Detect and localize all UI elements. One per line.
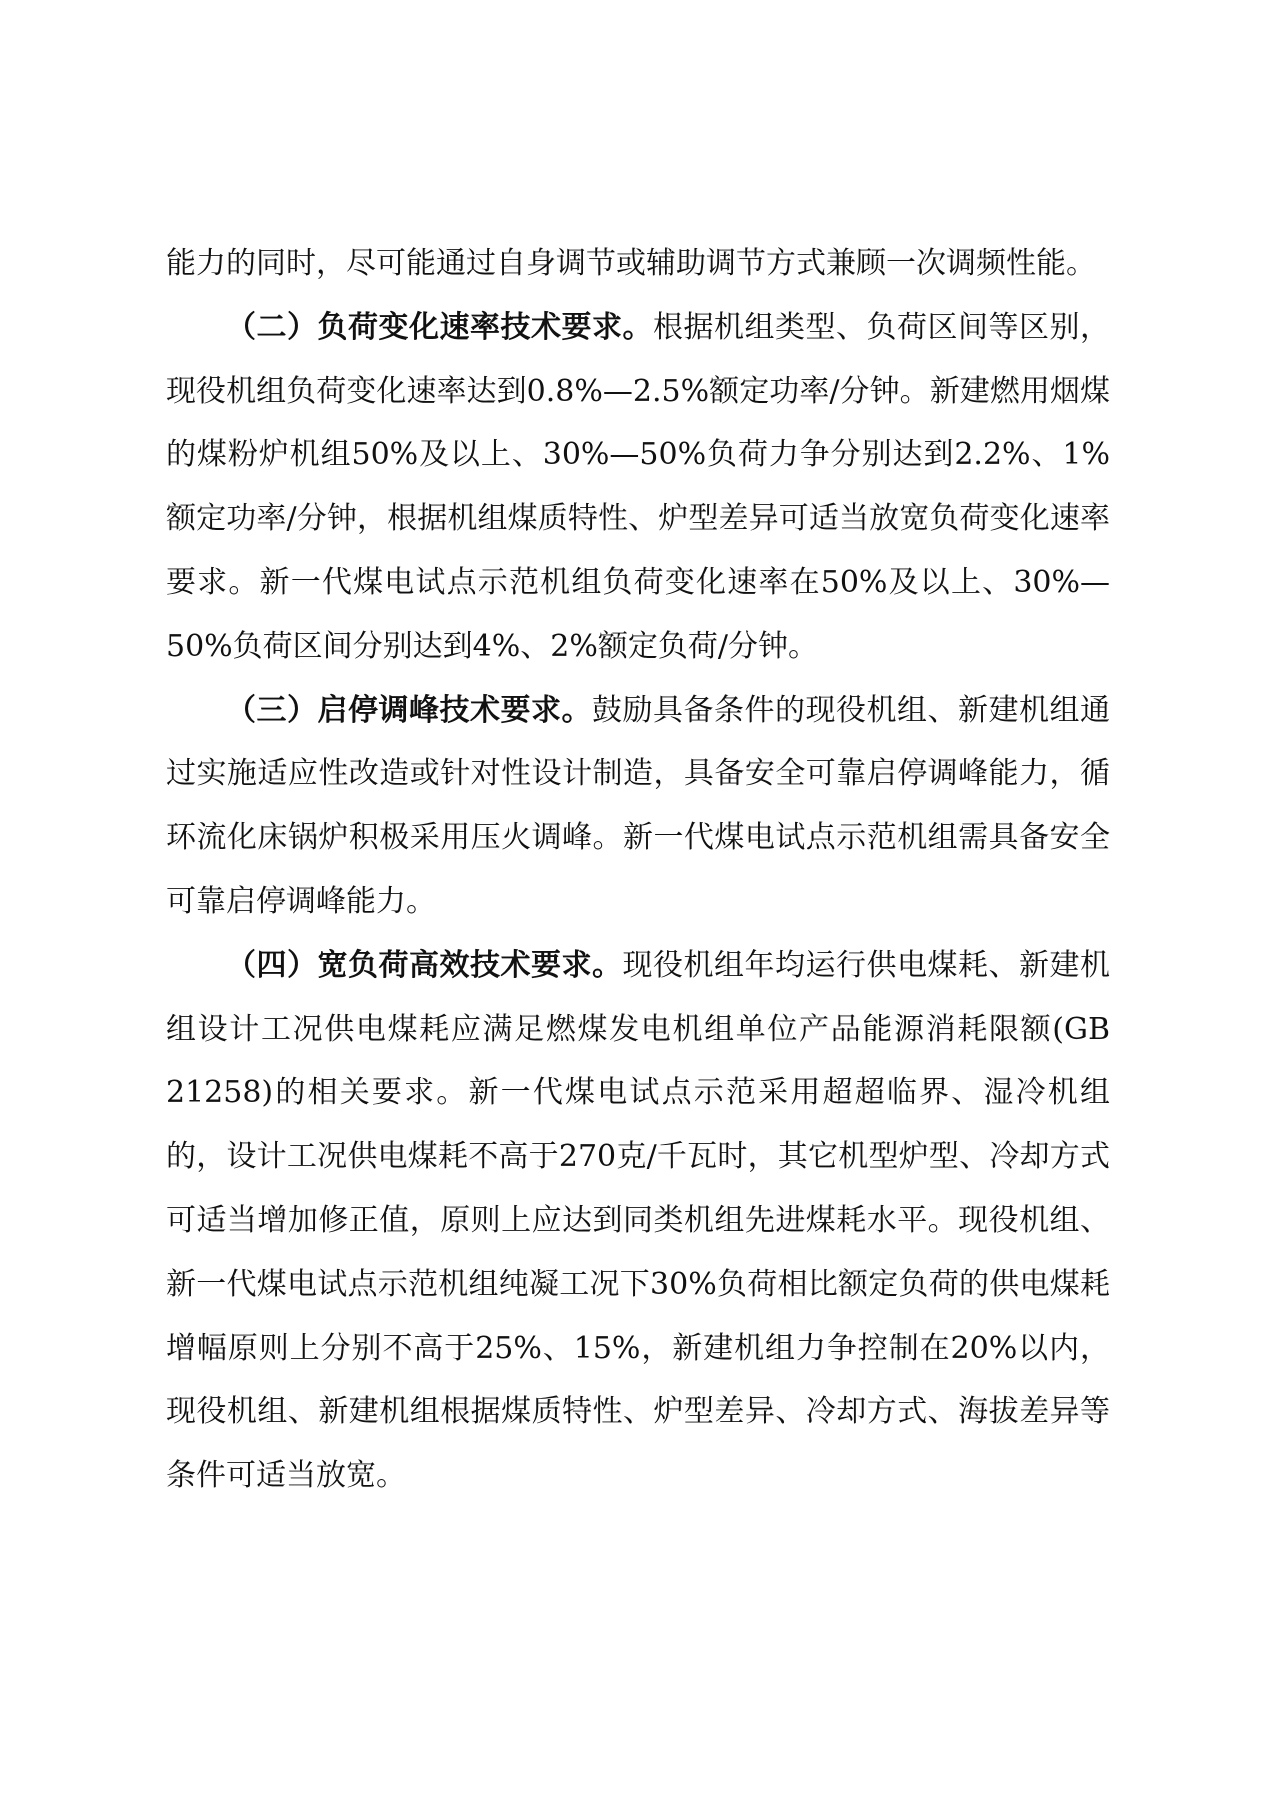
paragraph-body: 现役机组年均运行供电煤耗、新建机组设计工况供电煤耗应满足燃煤发电机组单位产品能源消耗限额(GB 21258)的相关要求。新一代煤电试点示范采用超超临界、湿冷机组的，设计工况供电煤耗不高于270克/千瓦时，其它机型炉型、冷却方式可适当增加修正值，原则上应达到同类机组先进煤耗水平。现役机组、新一代煤电试点示范机组纯凝工况下30%负荷相比额定负荷的供电煤耗增幅原则上分别不高于25%、15%，新建机组力争控制在20%以内，现役机组、新建机组根据煤质特性、炉型差异、冷却方式、海拔差异等条件可适当放宽。	[166, 947, 1110, 1494]
paragraph-body: 根据机组类型、负荷区间等区别，现役机组负荷变化速率达到0.8%—2.5%额定功率/分钟。新建燃用烟煤的煤粉炉机组50%及以上、30%—50%负荷力争分别达到2.2%、1%额定功率/分钟，根据机组煤质特性、炉型差异可适当放宽负荷变化速率要求。新一代煤电试点示范机组负荷变化速率在50%及以上、30%—50%负荷区间分别达到4%、2%额定负荷/分钟。	[166, 309, 1110, 664]
document-body	[166, 232, 1110, 1508]
section-heading-load-change-rate: （二）负荷变化速率技术要求。	[226, 309, 653, 345]
paragraph-body: 能力的同时，尽可能通过自身调节或辅助调节方式兼顾一次调频性能。	[166, 246, 1096, 281]
paragraph-load-change-rate	[166, 296, 1110, 679]
section-heading-wide-load-efficiency: （四）宽负荷高效技术要求。	[226, 947, 623, 983]
paragraph-continuation	[166, 232, 1110, 296]
paragraph-wide-load-efficiency	[166, 934, 1110, 1508]
section-heading-start-stop-peaking: （三）启停调峰技术要求。	[226, 692, 592, 728]
paragraph-body: 鼓励具备条件的现役机组、新建机组通过实施适应性改造或针对性设计制造，具备安全可靠启停调峰能力，循环流化床锅炉积极采用压火调峰。新一代煤电试点示范机组需具备安全可靠启停调峰能力。	[166, 692, 1110, 919]
paragraph-start-stop-peaking	[166, 679, 1110, 934]
